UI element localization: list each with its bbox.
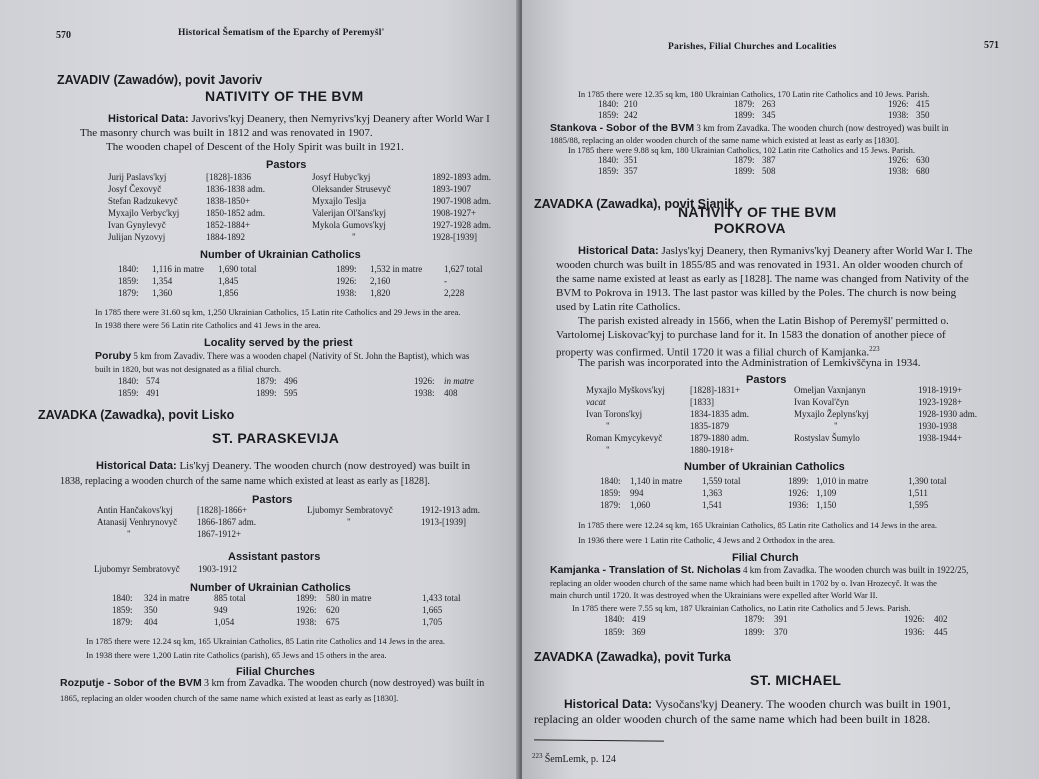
pastor-years: [1828]-1831+	[690, 385, 741, 395]
count: 508	[762, 166, 776, 176]
historical-text: replacing an older wooden church of the same name which had been built in 1828.	[534, 712, 931, 726]
pastors-table	[97, 505, 511, 540]
pastors-heading: Pastors	[266, 159, 307, 171]
count: 1,363	[702, 488, 723, 498]
filial-text: replacing an older wooden church of the same name which had been built in 1702 by o. Ivan Hrozecyč. It was the	[550, 578, 937, 588]
year: 1879:	[600, 500, 621, 510]
count: 402	[934, 614, 948, 624]
locality-text: 5 km from Zavadiv. There was a wooden chapel (Nativity of St. John the Baptist), which was	[133, 351, 470, 361]
pastor-years: 1907-1908 adm.	[432, 196, 491, 206]
area-note: In 1785 there were 12.35 sq km, 180 Ukrainian Catholics, 170 Latin rite Catholics and 10 Jews. Parish.	[578, 89, 930, 99]
count: 1,140 in matre	[630, 476, 683, 486]
area-note: In 1785 there were 31.60 sq km, 1,250 Ukrainian Catholics, 15 Latin rite Catholics and 29 Jews in the area.	[95, 307, 461, 317]
year: 1879:	[256, 376, 277, 386]
filial-text: 4 km from Zavadka. The wooden church was built in 1922/25,	[743, 565, 969, 575]
church-title: NATIVITY OF THE BVM	[678, 204, 837, 220]
count: 408	[444, 388, 458, 398]
year: 1840:	[118, 264, 139, 274]
filial-heading: Filial Churches	[236, 666, 315, 678]
count: 994	[630, 488, 644, 498]
area-note: In 1785 there were 12.24 sq km, 165 Ukrainian Catholics, 85 Latin rite Catholics and 14 Jews in the area.	[86, 636, 446, 646]
assistant-years: 1903-1912	[198, 564, 237, 574]
locality-text: built in 1820, but was not designated as a filial church.	[95, 364, 282, 374]
year: 1926:	[336, 276, 357, 286]
pastor-name: Ljubomyr Sembratovyč	[307, 505, 393, 515]
count: 680	[916, 166, 930, 176]
historical-text: Vartolomej Liskovac'kyj to purchase land for it. In 1583 the donation of another piece of	[556, 329, 946, 341]
pastor-years	[421, 529, 511, 540]
year: 1899:	[336, 264, 357, 274]
entry-heading: ZAVADKA (Zawadka), povit Sjanik	[534, 197, 735, 211]
pastor-name: Valerijan Ol'šans'kyj	[312, 208, 386, 218]
count: 387	[762, 155, 776, 165]
pastor-name: Josyf Čexovyč	[108, 184, 162, 194]
year: 1859:	[118, 276, 139, 286]
filial-text: 3 km from Zavadka. The wooden church (now destroyed) was built in	[696, 123, 949, 133]
pastor-years: 1866-1867 adm.	[197, 517, 256, 527]
historical-text: The parish existed already in 1566, when the Latin Bishop of Peremyšl' permitted o.	[578, 315, 949, 327]
historical-text: Lis'kyj Deanery. The wooden church (now destroyed) was built in	[179, 460, 471, 472]
count: 574	[146, 376, 160, 386]
year: 1926:	[888, 99, 909, 109]
count: 351	[624, 155, 638, 165]
footnote-rule	[534, 739, 664, 741]
pastor-name: Stefan Radzukevyč	[108, 196, 178, 206]
pastor-years: [1828]-1836	[206, 172, 251, 182]
count: 2,228	[444, 288, 465, 298]
year: 1879:	[734, 99, 755, 109]
year: 1840:	[598, 155, 619, 165]
count: 345	[762, 110, 776, 120]
year: 1926:	[904, 614, 925, 624]
church-title: POKROVA	[714, 220, 786, 236]
count: 491	[146, 388, 160, 398]
pastor-years: 1927-1928 adm.	[432, 220, 491, 230]
pastor-name: Omeljan Vaxnjanyn	[794, 385, 866, 395]
page-number: 570	[56, 30, 71, 41]
historical-text: wooden church was built in 1855/85 and was renovated in 1931. An older wooden church of	[556, 259, 963, 271]
year: 1899:	[734, 166, 755, 176]
church-title: ST. PARASKEVIJA	[212, 430, 340, 446]
year: 1926:	[296, 605, 317, 615]
historical-text: the same name existed at least as early as [1828]. The name was changed from Nativity of the	[556, 273, 969, 285]
filial-text: main church until 1720. It was destroyed when the Ukrainians were expelled after World War II.	[550, 590, 878, 600]
pastor-years: 1928-[1939]	[432, 232, 477, 242]
count: 369	[632, 627, 646, 637]
year: 1840:	[600, 476, 621, 486]
year: 1899:	[744, 627, 765, 637]
year: 1840:	[118, 376, 139, 386]
assistant-heading: Assistant pastors	[228, 551, 321, 563]
pastor-name: "	[606, 421, 610, 431]
historical-text: property was confirmed. Until 1720 it was a filial church of Kamjanka.	[556, 346, 870, 359]
historical-data	[578, 245, 973, 258]
year: 1936:	[788, 500, 809, 510]
year: 1879:	[734, 155, 755, 165]
pastor-years: 1892-1893 adm.	[432, 172, 491, 182]
count: 1,856	[218, 288, 239, 298]
pastors-table	[586, 385, 988, 456]
count: 1,150	[816, 500, 837, 510]
historical-text: used by Latin rite Catholics.	[556, 301, 681, 313]
pastor-name: Rostyslav Šumylo	[794, 433, 860, 443]
area-note: In 1785 there were 9.88 sq km, 180 Ukrainian Catholics, 102 Latin rite Catholics and 15 Jews. Parish.	[568, 145, 916, 155]
count: 595	[284, 388, 298, 398]
area-note: In 1785 there were 12.24 sq km, 165 Ukrainian Catholics, 85 Latin rite Catholics and 14 Jews in the area.	[578, 520, 938, 530]
entry-heading: ZAVADIV (Zawadów), povit Javoriv	[57, 73, 263, 87]
pastors-table	[108, 172, 519, 243]
locality-name: Poruby	[95, 350, 132, 362]
year: 1840:	[598, 99, 619, 109]
assistant-table	[94, 564, 258, 575]
locality-stats	[598, 99, 956, 121]
footnote-mark: 223	[532, 752, 543, 760]
pastor-years: [1833]	[690, 397, 714, 407]
count: 885 total	[214, 593, 246, 603]
count: 1,690 total	[218, 264, 257, 274]
year: 1938:	[414, 388, 435, 398]
year: 1879:	[112, 617, 133, 627]
filial-name: Kamjanka - Translation of St. Nicholas	[550, 564, 741, 576]
count: in matre	[444, 376, 474, 386]
filial-text: 3 km from Zavadka. The wooden church (now destroyed) was built in	[204, 678, 485, 689]
pastor-years: [1828]-1866+	[197, 505, 248, 515]
count: 580 in matre	[326, 593, 372, 603]
year: 1840:	[604, 614, 625, 624]
year: 1938:	[888, 110, 909, 120]
count: 210	[624, 99, 638, 109]
pastor-name	[794, 445, 918, 456]
year: 1859:	[598, 166, 619, 176]
count: 1,054	[214, 617, 235, 627]
pastor-name: "	[352, 232, 356, 242]
pastor-name: vacat	[586, 397, 606, 407]
pastor-name: Roman Kmycykevyč	[586, 433, 663, 443]
year: 1859:	[112, 605, 133, 615]
filial-text: 1865, replacing an older wooden church of the same name which existed at least as early as [1830].	[60, 693, 399, 703]
count: 1,116 in matre	[152, 264, 204, 274]
historical-text: 1838, replacing a wooden church of the same name which existed at least as early as [1828].	[60, 476, 430, 487]
count: 1,360	[152, 288, 173, 298]
filial-heading: Filial Church	[732, 552, 799, 564]
year: 1938:	[296, 617, 317, 627]
pastor-name: Antin Hančakovs'kyj	[97, 505, 173, 515]
filial-entry	[550, 123, 949, 134]
count: 1,060	[630, 500, 651, 510]
historical-data	[96, 460, 470, 473]
year: 1879:	[744, 614, 765, 624]
count: 1,390 total	[908, 476, 947, 486]
pastor-name: Ivan Koval'čyn	[794, 397, 849, 407]
pastor-years	[918, 445, 988, 456]
pastor-name: Myxajlo Myškovs'kyj	[586, 385, 665, 395]
year: 1899:	[296, 593, 317, 603]
area-note: In 1938 there were 1,200 Latin rite Catholics (parish), 65 Jews and 15 others in the area.	[86, 650, 387, 660]
area-note: In 1936 there were 1 Latin rite Catholic, 4 Jews and 2 Orthodox in the area.	[578, 535, 836, 545]
filial-entry	[550, 565, 968, 576]
historical-text: Javorivs'kyj Deanery, then Nemyrivs'kyj Deanery after World War I	[191, 113, 490, 125]
locality-stats	[604, 614, 974, 638]
pastor-years: 1836-1838 adm.	[206, 184, 265, 194]
count: 620	[326, 605, 340, 615]
pastor-name: "	[606, 445, 610, 455]
assistant-name: Ljubomyr Sembratovyč	[94, 564, 180, 574]
historical-data-label: Historical Data:	[96, 460, 177, 472]
locality-heading: Locality served by the priest	[204, 337, 353, 349]
count: 1,820	[370, 288, 391, 298]
year: 1938:	[336, 288, 357, 298]
locality-stats	[598, 155, 956, 177]
historical-text: BVM to Pokrova in 1913. The last pastor was killed by the Poles. The church is now being	[556, 287, 957, 299]
church-title: NATIVITY OF THE BVM	[205, 88, 364, 104]
footnote	[532, 751, 616, 765]
count: 324 in matre	[144, 593, 190, 603]
count: 949	[214, 605, 228, 615]
pastor-name: Oleksander Strusevyč	[312, 184, 391, 194]
pastor-years: 1867-1912+	[197, 529, 242, 539]
pastors-heading: Pastors	[252, 494, 293, 506]
locality-entry	[95, 351, 469, 362]
left-page	[0, 0, 519, 779]
count: 370	[774, 627, 788, 637]
year: 1926:	[788, 488, 809, 498]
filial-entry	[60, 678, 484, 689]
pastor-name: Myxajlo Teslja	[312, 196, 366, 206]
historical-data	[564, 698, 951, 711]
historical-data-label: Historical Data:	[564, 697, 653, 711]
year: 1938:	[888, 166, 909, 176]
count: 496	[284, 376, 298, 386]
historical-text: Jaslys'kyj Deanery, then Rymanivs'kyj Deanery after World War I. The	[661, 245, 973, 257]
pastor-years: 1930-1938	[918, 421, 957, 431]
year: 1840:	[112, 593, 133, 603]
pastor-years: 1835-1879	[690, 421, 729, 431]
count: 630	[916, 155, 930, 165]
pastor-name: Myxajlo Verbyc'kyj	[108, 208, 180, 218]
footnote-ref: 223	[869, 345, 880, 353]
locality-stats	[118, 376, 504, 399]
count: 357	[624, 166, 638, 176]
count: 1,845	[218, 276, 239, 286]
count: 350	[916, 110, 930, 120]
running-head: Historical Šematism of the Eparchy of Peremyšl'	[178, 28, 385, 38]
historical-data-label: Historical Data:	[108, 113, 189, 125]
pastor-years: 1852-1884+	[206, 220, 251, 230]
count: 1,532 in matre	[370, 264, 423, 274]
pastor-years: 1908-1927+	[432, 208, 477, 218]
count: 1,433 total	[422, 593, 461, 603]
catholics-table	[112, 593, 482, 628]
pastor-years: 1893-1907	[432, 184, 471, 194]
year: 1926:	[414, 376, 435, 386]
pastor-years: 1913-[1939]	[421, 517, 466, 527]
count: 391	[774, 614, 788, 624]
filial-name: Stankova - Sobor of the BVM	[550, 122, 695, 134]
count: 445	[934, 627, 948, 637]
historical-data	[108, 113, 490, 126]
year: 1859:	[118, 388, 139, 398]
filial-text: 1885/88, replacing an older wooden church of the same name which existed at least as early as [1830].	[550, 135, 900, 145]
pastor-name: Myxajlo Žeplyns'kyj	[794, 409, 869, 419]
pastor-years: 1928-1930 adm.	[918, 409, 977, 419]
pastor-name: Julijan Nyzovyj	[108, 232, 166, 242]
count: 2,160	[370, 276, 391, 286]
pastors-heading: Pastors	[746, 374, 787, 386]
count: 404	[144, 617, 158, 627]
pastor-name: "	[127, 529, 131, 539]
footnote-text: ŠemLemk, p. 124	[544, 754, 616, 765]
pastor-name	[307, 529, 421, 540]
entry-heading: ZAVADKA (Zawadka), povit Turka	[534, 650, 731, 664]
count: 1,511	[908, 488, 928, 498]
pastor-name: "	[834, 421, 838, 431]
filial-name: Rozputje - Sobor of the BVM	[60, 677, 202, 689]
pastor-years: 1912-1913 adm.	[421, 505, 480, 515]
count: 1,010 in matre	[816, 476, 869, 486]
count: 1,627 total	[444, 264, 483, 274]
pastor-years: 1838-1850+	[206, 196, 251, 206]
year: 1936:	[904, 627, 925, 637]
year: 1899:	[734, 110, 755, 120]
year: 1899:	[256, 388, 277, 398]
catholics-heading: Number of Ukrainian Catholics	[200, 249, 361, 261]
year: 1859:	[600, 488, 621, 498]
pastor-name: Ivan Gynylevyč	[108, 220, 166, 230]
area-note: In 1785 there were 7.55 sq km, 187 Ukrainian Catholics, no Latin rite Catholics and 5 Jews. Parish.	[572, 603, 911, 613]
church-title: ST. MICHAEL	[750, 672, 842, 688]
historical-data-label: Historical Data:	[578, 245, 659, 257]
historical-text: The masonry church was built in 1812 and was renovated in 1907.	[80, 127, 373, 139]
catholics-heading: Number of Ukrainian Catholics	[190, 582, 351, 594]
catholics-heading: Number of Ukrainian Catholics	[684, 461, 845, 473]
year: 1926:	[888, 155, 909, 165]
pastor-name: Mykola Gumovs'kyj	[312, 220, 386, 230]
count: 350	[144, 605, 158, 615]
pastor-years: 1834-1835 adm.	[690, 409, 749, 419]
area-note: In 1938 there were 56 Latin rite Catholics and 41 Jews in the area.	[95, 320, 321, 330]
pastor-name: Jurij Paslavs'kyj	[108, 172, 167, 182]
pastor-years: 1923-1928+	[918, 397, 963, 407]
count: 419	[632, 614, 646, 624]
catholics-table	[118, 264, 514, 299]
pastor-years: 1879-1880 adm.	[690, 433, 749, 443]
pastor-years: 1884-1892	[206, 232, 245, 242]
count: 675	[326, 617, 340, 627]
count: 1,665	[422, 605, 443, 615]
pastor-name: Atanasij Venhrynovyč	[97, 517, 178, 527]
count: 1,559 total	[702, 476, 741, 486]
pastor-years: 1880-1918+	[690, 445, 735, 455]
historical-text: The wooden chapel of Descent of the Holy Spirit was built in 1921.	[106, 141, 404, 153]
count: 1,705	[422, 617, 443, 627]
pastor-name: Ivan Torons'kyj	[586, 409, 643, 419]
count: 242	[624, 110, 638, 120]
year: 1879:	[118, 288, 139, 298]
count: 1,541	[702, 500, 723, 510]
right-page	[522, 0, 1039, 779]
year: 1859:	[604, 627, 625, 637]
year: 1859:	[598, 110, 619, 120]
count: -	[444, 276, 447, 286]
historical-text: Vysočans'kyj Deanery. The wooden church was built in 1901,	[654, 697, 951, 711]
pastor-years: 1938-1944+	[918, 433, 963, 443]
catholics-table	[600, 476, 968, 511]
count: 1,109	[816, 488, 837, 498]
pastor-years: 1918-1919+	[918, 385, 963, 395]
pastor-name: Josyf Hubyc'kyj	[312, 172, 371, 182]
historical-text: The parish was incorporated into the Administration of Lemkivščyna in 1934.	[578, 357, 921, 369]
count: 1,595	[908, 500, 929, 510]
year: 1899:	[788, 476, 809, 486]
entry-heading: ZAVADKA (Zawadka), povit Lisko	[38, 408, 235, 422]
pastor-name: "	[347, 517, 351, 527]
count: 1,354	[152, 276, 173, 286]
pastor-years: 1850-1852 adm.	[206, 208, 265, 218]
count: 263	[762, 99, 776, 109]
count: 415	[916, 99, 930, 109]
running-head: Parishes, Filial Churches and Localities	[668, 42, 837, 52]
page-number: 571	[984, 40, 999, 51]
